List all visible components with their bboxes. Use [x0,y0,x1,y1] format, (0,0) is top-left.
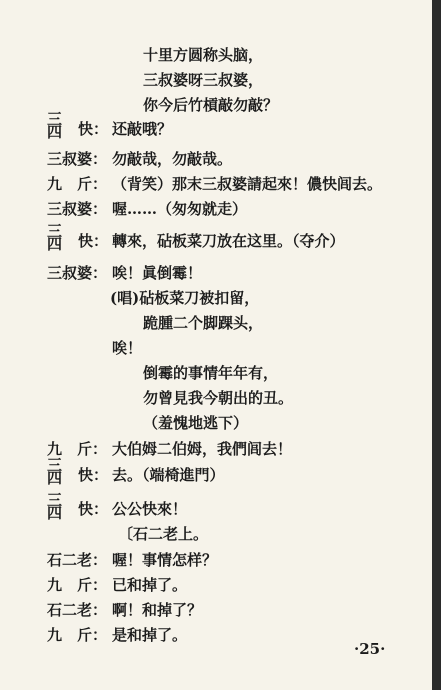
speaker-suffix: 快： [78,466,109,484]
dialogue-line: 喔……（匆匆就走） [112,200,248,218]
page-number: ·25· [354,640,386,658]
speaker-label: 石二老： [47,551,108,569]
verse-line: 十里方圆称头脑， [143,46,264,64]
speaker-label: 九 斤： [47,626,108,644]
dialogue-line: 去。（端椅進門） [112,466,225,484]
dialogue-line: 唉！眞倒霉！ [112,264,203,282]
dialogue-line: 勿敲哉，勿敲哉。 [112,150,233,168]
dialogue-line: 啊！和掉了？ [112,601,203,619]
speaker-sansi: 三 四 [47,222,63,253]
dialogue-line: 大伯姆二伯姆，我們闾去！ [112,440,293,458]
verse-line: 三叔婆呀三叔婆， [143,71,264,89]
dialogue-line: 已和掉了。 [112,576,188,594]
speaker-label: 九 斤： [47,576,108,594]
speaker-sansi: 三 四 [47,456,63,487]
speaker-label: 三叔婆： [47,150,108,168]
speaker-suffix: 快： [78,232,109,250]
verse-line: (唱)砧板菜刀被扣留， [110,289,260,307]
speaker-label: 三叔婆： [47,200,108,218]
verse-line: 倒霉的事情年年有， [143,364,279,382]
speaker-label: 九 斤： [47,440,108,458]
speaker-label: 石二老： [47,601,108,619]
verse-line: 跪腫二个脚踝头， [143,314,264,332]
dialogue-line: 还敲哦？ [112,120,173,138]
stage-direction: 〔石二老上。 [118,525,209,543]
speaker-suffix: 快： [78,120,109,138]
speaker-sansi: 三 四 [47,110,63,141]
speaker-label: 九 斤： [47,175,108,193]
page-edge-shadow [432,0,441,690]
dialogue-line: 喔！事情怎样？ [112,551,218,569]
dialogue-line: 是和掉了。 [112,626,188,644]
verse-line: 勿曾見我今朝出的丑。 [143,389,294,407]
stage-direction: （羞愧地逃下） [143,414,249,432]
verse-line: 唉！ [112,339,143,357]
dialogue-line: 公公快來！ [112,500,188,518]
dialogue-line: 轉來，砧板菜刀放在这里。（夺介） [112,232,345,250]
dialogue-line: （背笑）那末三叔婆請起來！儂快闾去。 [112,175,383,193]
speaker-suffix: 快： [78,500,109,518]
speaker-label: 三叔婆： [47,264,108,282]
speaker-sansi: 三 四 [47,491,63,522]
verse-line: 你今后竹槓敲勿敲？ [143,96,279,114]
